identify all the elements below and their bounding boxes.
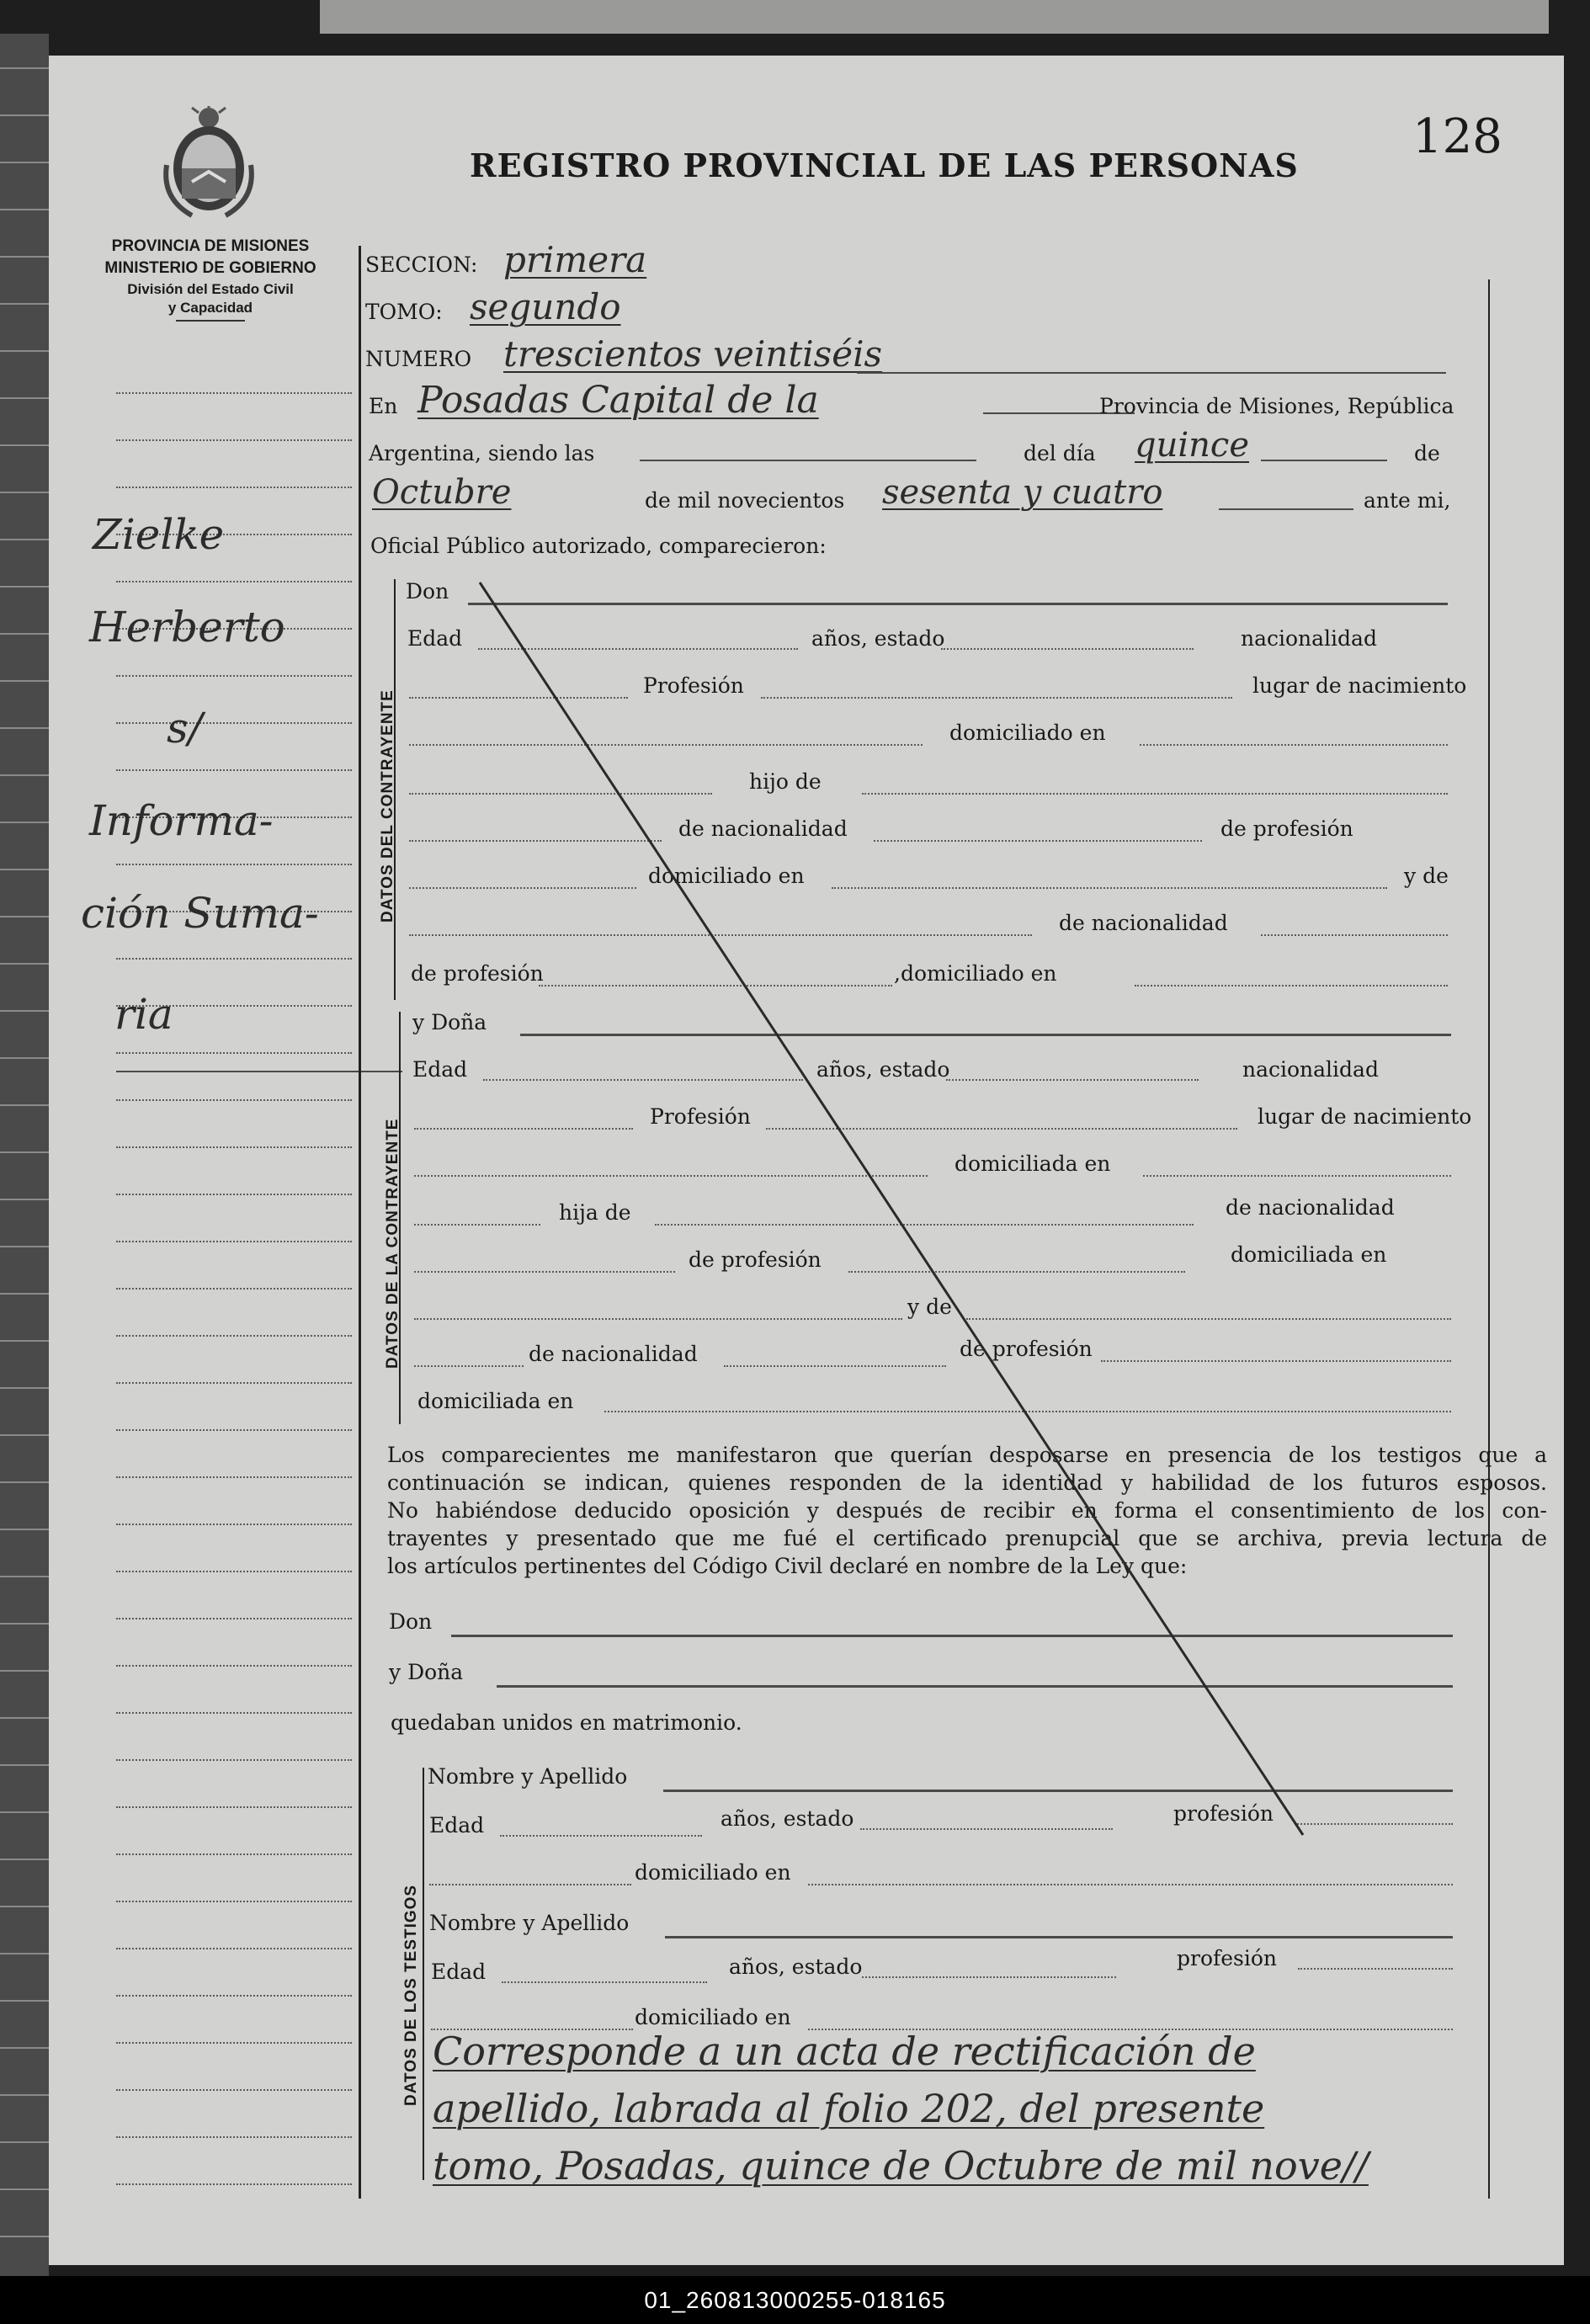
- label-domic-t1: domiciliado en: [635, 1860, 791, 1885]
- spine-line: [0, 2047, 49, 2049]
- label-edad-m: Edad: [407, 626, 463, 651]
- spine-line: [0, 963, 49, 965]
- value-mes: Octubre: [372, 473, 512, 512]
- spine-line: [0, 1717, 49, 1719]
- spine-line: [0, 680, 49, 682]
- folio-number: 128: [1412, 109, 1502, 164]
- margin-text-2: Herberto: [89, 603, 285, 651]
- margin-text-1: Zielke: [93, 510, 225, 559]
- label-numero: NUMERO: [365, 347, 472, 371]
- label-anos-estado-m: años, estado: [811, 626, 945, 651]
- label-don-2: Don: [389, 1609, 433, 1634]
- label-edad-t1: Edad: [429, 1813, 485, 1837]
- label-nombre-2: Nombre y Apellido: [429, 1911, 630, 1935]
- label-provincia: Provincia de Misiones, República: [1099, 394, 1454, 418]
- spine-line: [0, 2236, 49, 2237]
- label-domic-t2: domiciliado en: [635, 2005, 791, 2029]
- spine-line: [0, 869, 49, 870]
- label-nacionalidad-f: nacionalidad: [1242, 1057, 1379, 1082]
- register-page: [49, 56, 1564, 2265]
- margin-text-3: s/: [167, 704, 203, 753]
- spine-line: [0, 303, 49, 305]
- image-caption: 01_260813000255-018165: [0, 2276, 1590, 2324]
- book-spine-edge: [0, 34, 49, 2281]
- spine-line: [0, 1293, 49, 1295]
- label-prof-t2: profesión: [1177, 1946, 1278, 1970]
- label-domiciliado-m: domiciliado en: [949, 721, 1106, 745]
- label-de-nac-m2: de nacionalidad: [1059, 911, 1228, 935]
- spine-line: [0, 1576, 49, 1577]
- label-hijo-de: hijo de: [749, 769, 822, 794]
- value-anio: sesenta y cuatro: [882, 473, 1163, 512]
- org-line-1: PROVINCIA DE MISIONES: [111, 237, 310, 255]
- paragraph-line-4: trayentes y presentado que me fué el certificado prenupcial que se archiva, previa lectura de: [387, 1526, 1547, 1550]
- label-lugar-nac-m: lugar de nacimiento: [1252, 673, 1467, 698]
- label-de-prof-m2: de profesión: [411, 961, 544, 986]
- spine-line: [0, 67, 49, 69]
- value-lugar: Posadas Capital de la: [417, 379, 819, 422]
- label-de-nac-m1: de nacionalidad: [678, 816, 848, 841]
- label-edad-f: Edad: [412, 1057, 468, 1082]
- label-domiciliada-f3: domiciliada en: [417, 1389, 574, 1413]
- cancellation-diagonal: [49, 56, 1564, 2265]
- spine-line: [0, 822, 49, 823]
- spine-line: [0, 1199, 49, 1200]
- section-label-contrayente-m: DATOS DEL CONTRAYENTE: [379, 689, 396, 923]
- label-quedaban: quedaban unidos en matrimonio.: [391, 1710, 742, 1735]
- spine-line: [0, 1010, 49, 1012]
- org-line-4: y Capacidad: [168, 300, 253, 316]
- label-hija-de: hija de: [559, 1200, 631, 1225]
- spine-line: [0, 1340, 49, 1342]
- margin-text-4: Informa-: [89, 796, 274, 845]
- label-de-mil: de mil novecientos: [645, 488, 845, 513]
- label-argentina: Argentina, siendo las: [369, 441, 595, 465]
- spine-line: [0, 1387, 49, 1389]
- label-domic-m2: domiciliado en: [648, 864, 805, 888]
- label-de-1: de: [1414, 441, 1440, 465]
- margin-text-5: ción Suma-: [81, 889, 319, 938]
- spine-line: [0, 1481, 49, 1483]
- spine-line: [0, 1057, 49, 1059]
- label-del-dia: del día: [1024, 441, 1096, 465]
- spine-line: [0, 397, 49, 399]
- note-line-3: tomo, Posadas, quince de Octubre de mil nove//: [433, 2143, 1369, 2188]
- spine-line: [0, 114, 49, 116]
- spine-line: [0, 727, 49, 729]
- note-line-2: apellido, labrada al folio 202, del presente: [433, 2086, 1265, 2131]
- value-seccion: primera: [503, 239, 647, 280]
- org-line-3: División del Estado Civil: [127, 281, 294, 297]
- label-nombre-1: Nombre y Apellido: [428, 1764, 628, 1789]
- spine-line: [0, 444, 49, 446]
- label-tomo: TOMO:: [365, 300, 443, 324]
- label-profesion-m: Profesión: [643, 673, 744, 698]
- spine-line: [0, 774, 49, 776]
- paragraph-line-5: los artículos pertinentes del Código Civil declaré en nombre de la Ley que:: [387, 1554, 1188, 1578]
- value-tomo: segundo: [470, 286, 621, 327]
- label-en: En: [369, 394, 398, 418]
- spine-line: [0, 209, 49, 210]
- label-ante-mi: ante mi,: [1364, 488, 1451, 513]
- label-de-prof-f1: de profesión: [689, 1247, 822, 1272]
- label-edad-t2: Edad: [431, 1960, 487, 1984]
- org-line-2: MINISTERIO DE GOBIERNO: [104, 259, 316, 277]
- margin-text-6: ria: [114, 990, 173, 1039]
- page-title: REGISTRO PROVINCIAL DE LAS PERSONAS: [470, 146, 1299, 184]
- spine-line: [0, 1104, 49, 1106]
- spine-line: [0, 2000, 49, 2002]
- label-de-nac-f1: de nacionalidad: [1226, 1195, 1395, 1220]
- label-prof-t1: profesión: [1173, 1801, 1274, 1826]
- spine-line: [0, 916, 49, 917]
- spine-line: [0, 1246, 49, 1247]
- label-y-dona-2: y Doña: [389, 1660, 464, 1684]
- label-seccion: SECCION:: [365, 253, 478, 277]
- spine-line: [0, 539, 49, 540]
- label-oficial: Oficial Público autorizado, comparecieron:: [370, 534, 827, 558]
- spine-line: [0, 1811, 49, 1813]
- spine-line: [0, 1529, 49, 1530]
- section-label-testigos: DATOS DE LOS TESTIGOS: [402, 1884, 420, 2106]
- paragraph-line-2: continuación se indican, quienes responden de la identidad y habilidad de los futuros esposos.: [387, 1470, 1547, 1495]
- note-line-1: Corresponde a un acta de rectificación de: [433, 2029, 1256, 2074]
- label-domiciliada-f: domiciliada en: [955, 1151, 1111, 1176]
- label-domic-m3: ,domiciliado en: [894, 961, 1057, 986]
- spine-line: [0, 492, 49, 493]
- paragraph-line-3: No habiéndose deducido oposición y después de recibir en forma el consentimiento de los con-: [387, 1498, 1547, 1523]
- label-anos-t2: años, estado: [729, 1954, 863, 1979]
- spine-line: [0, 1764, 49, 1766]
- spine-line: [0, 1670, 49, 1672]
- label-anos-t1: años, estado: [721, 1806, 854, 1831]
- section-label-contrayente-f: DATOS DE LA CONTRAYENTE: [384, 1118, 401, 1369]
- spine-line: [0, 1151, 49, 1153]
- spine-line: [0, 1859, 49, 1860]
- spine-line: [0, 586, 49, 588]
- label-de-prof-m1: de profesión: [1220, 816, 1353, 841]
- spine-line: [0, 2094, 49, 2096]
- spine-line: [0, 162, 49, 163]
- spine-line: [0, 350, 49, 352]
- value-dia: quince: [1135, 426, 1249, 465]
- spine-line: [0, 1623, 49, 1625]
- paragraph-line-1: Los comparecientes me manifestaron que querían desposarse en presencia de los testigos que a: [387, 1443, 1547, 1467]
- spine-line: [0, 1906, 49, 1907]
- label-y-de2: y de: [907, 1295, 952, 1319]
- previous-page-edge: [320, 0, 1549, 34]
- spine-line: [0, 1434, 49, 1436]
- label-de-nac-f2: de nacionalidad: [529, 1342, 698, 1366]
- spine-line: [0, 633, 49, 635]
- label-lugar-nac-f: lugar de nacimiento: [1258, 1104, 1472, 1129]
- spine-line: [0, 2141, 49, 2143]
- spine-line: [0, 256, 49, 258]
- spine-line: [0, 1953, 49, 1954]
- label-y-de: y de: [1404, 864, 1449, 888]
- label-de-prof-f2: de profesión: [960, 1337, 1093, 1361]
- value-numero: trescientos veintiséis: [503, 333, 883, 375]
- label-don: Don: [406, 579, 449, 604]
- spine-line: [0, 2188, 49, 2190]
- label-y-dona: y Doña: [412, 1010, 487, 1034]
- label-domiciliada-f2: domiciliada en: [1231, 1242, 1387, 1267]
- label-profesion-f: Profesión: [650, 1104, 751, 1129]
- label-anos-estado-f: años, estado: [816, 1057, 950, 1082]
- label-nacionalidad-m: nacionalidad: [1241, 626, 1377, 651]
